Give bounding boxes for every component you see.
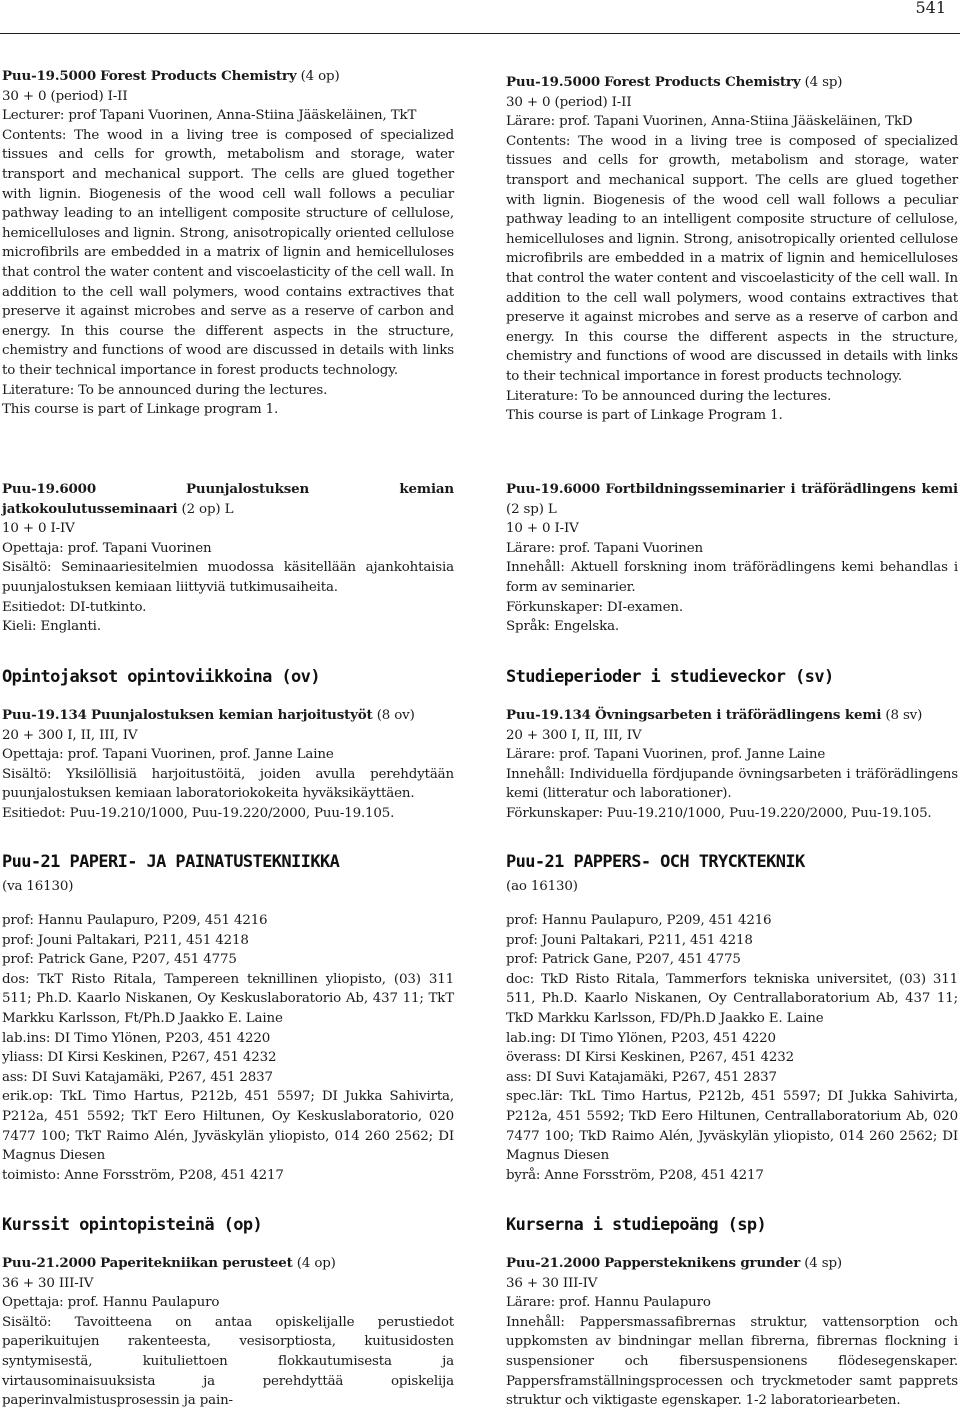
department-code: (ao 16130) <box>506 879 578 894</box>
course-title: Puunjalostuksen kemian jatkokoulutusseminaari <box>2 481 454 517</box>
staff-line: ass: DI Suvi Katajamäki, P267, 451 2837 <box>506 1069 777 1085</box>
course-contents: Contents: The wood in a living tree is composed of specialized tissues and cells for growth, metabolism and storage, water transport and mechanical support. The cells are glued together with lignin. Biogenesis of the wood cell wall follows a peculiar pathway leading to an intelligent composite structure of cellulose, hemicelluloses and lignin. Strong, anisotropically oriented cellulose microfibrils are embedded in a matrix of lignin and hemicelluloses that control the water content and viscoelasticity of the cell wall. In addition to the cell wall polymers, wood contains extractives that preserve it against microbes and serve as a reserve of carbon and energy. In this course the different aspects in the structure, chemistry and functions of wood are discussed in details with links to their technical importance in forest products technology. <box>506 133 958 384</box>
staff-list-sv <box>506 911 958 1185</box>
course-heading <box>506 1254 958 1274</box>
course-lecturer: Lecturer: prof Tapani Vuorinen, Anna-Stiina Jääskeläinen, TkT <box>2 108 417 124</box>
course-heading <box>506 73 958 93</box>
course-title: Forest Products Chemistry <box>100 68 297 84</box>
course-title: Puunjalostuksen kemian harjoitustyöt <box>90 707 373 723</box>
course-heading <box>2 67 454 87</box>
course-program: This course is part of Linkage program 1. <box>2 402 279 418</box>
header-rule <box>0 33 960 34</box>
course-teacher: Lärare: prof. Tapani Vuorinen <box>506 540 703 556</box>
course-puu-19-6000-fi <box>2 480 454 637</box>
course-heading <box>506 706 958 726</box>
course-heading <box>2 706 454 726</box>
course-credits: (2 op) L <box>181 501 234 517</box>
staff-list-fi <box>2 911 454 1185</box>
course-teacher: Lärare: prof. Hannu Paulapuro <box>506 1295 711 1311</box>
staff-docents: dos: TkT Risto Ritala, Tampereen teknillinen yliopisto, (03) 311 511; Ph.D. Kaarlo Niskanen, Oy Keskuslaboratorio Ab, 437 11; TkT Markku Karlsson, Ft/Ph.D Jaakko E. Laine <box>2 971 454 1026</box>
course-hours: 20 + 300 I, II, III, IV <box>2 727 138 743</box>
course-title: Forest Products Chemistry <box>604 74 801 90</box>
course-code: Puu-21.2000 <box>506 1255 601 1271</box>
course-puu-21-2000-fi <box>2 1254 454 1411</box>
course-literature: Literature: To be announced during the lectures. <box>506 388 832 404</box>
course-credits: (8 ov) <box>376 708 415 723</box>
course-puu-19-134-sv <box>506 706 958 824</box>
staff-office: toimisto: Anne Forsström, P208, 451 4217 <box>2 1167 284 1183</box>
course-credits: (4 sp) <box>804 1256 843 1271</box>
course-hours: 30 + 0 (period) I-II <box>506 94 632 110</box>
course-code: Puu-21.2000 <box>2 1255 97 1271</box>
course-heading <box>2 1254 454 1274</box>
course-heading <box>506 480 958 519</box>
course-prereq: Förkunskaper: DI-examen. <box>506 599 683 615</box>
course-code: Puu-19.6000 <box>2 481 97 497</box>
course-puu-19-5000-fi <box>2 67 454 420</box>
course-contents: Sisältö: Tavoitteena on antaa opiskelijalle perustiedot paperikuitujen rakenteesta, vesisorptiosta, kuitusidosten syntymisestä, kuituliettoen flokkautumisesta ja virtausominaisuuksista ja perehdyttää opiskelija paperinvalmistusprosessin ja pain- <box>2 1314 454 1409</box>
course-credits: (4 op) <box>296 1256 336 1271</box>
course-hours: 10 + 0 I-IV <box>2 521 75 537</box>
staff-line: överass: DI Kirsi Keskinen, P267, 451 4232 <box>506 1050 795 1066</box>
course-contents: Innehåll: Individuella fördjupande övningsarbeten i träförädlingens kemi (litteratur och laborationer). <box>506 766 958 802</box>
course-credits: (4 op) <box>300 69 340 84</box>
staff-line: prof: Hannu Paulapuro, P209, 451 4216 <box>2 913 268 928</box>
course-puu-19-134-fi <box>2 706 454 824</box>
course-code: Puu-19.134 <box>506 707 591 723</box>
section-heading-op: Kurssit opintopisteinä (op) <box>2 1215 263 1235</box>
department-title: Puu-21 PAPERI- JA PAINATUSTEKNIIKKA <box>2 852 340 872</box>
staff-line: prof: Patrick Gane, P207, 451 4775 <box>2 952 237 968</box>
course-title: Pappersteknikens grunder <box>604 1255 801 1271</box>
course-code: Puu-19.5000 <box>2 68 97 84</box>
course-hours: 36 + 30 III-IV <box>506 1275 598 1291</box>
course-program: This course is part of Linkage Program 1. <box>506 408 783 424</box>
staff-special: spec.lär: TkL Timo Hartus, P212b, 451 5597; DI Jukka Sahivirta, P212a, 451 5592; TkD Eero Hiltunen, Centrallaboratorium Ab, 020 7477 100; TkD Raimo Alén, Jyväskylän yliopisto, 014 260 2562; DI Magnus Diesen <box>506 1089 958 1164</box>
course-lecturer: Lärare: prof. Tapani Vuorinen, Anna-Stiina Jääskeläinen, TkD <box>506 114 913 130</box>
course-language: Språk: Engelska. <box>506 619 620 635</box>
staff-special: erik.op: TkL Timo Hartus, P212b, 451 5597; DI Jukka Sahivirta, P212a, 451 5592; TkT Eero Hiltunen, Oy Keskuslaboratorio, 020 7477 100; TkT Raimo Alén, Jyväskylän yliopisto, 014 260 2562; DI Magnus Diesen <box>2 1089 454 1164</box>
department-code: (va 16130) <box>2 879 74 894</box>
page-number: 541 <box>915 0 946 17</box>
course-title: Paperitekniikan perusteet <box>100 1255 293 1271</box>
course-code: Puu-19.134 <box>2 707 87 723</box>
course-title: Övningsarbeten i träförädlingens kemi <box>594 707 882 723</box>
staff-line: prof: Hannu Paulapuro, P209, 451 4216 <box>506 913 772 928</box>
staff-line: lab.ing: DI Timo Ylönen, P203, 451 4220 <box>506 1030 776 1046</box>
section-heading-sv: Studieperioder i studieveckor (sv) <box>506 667 834 687</box>
staff-line: lab.ins: DI Timo Ylönen, P203, 451 4220 <box>2 1030 271 1046</box>
course-prereq: Esitiedot: DI-tutkinto. <box>2 599 147 615</box>
course-heading <box>2 480 454 519</box>
course-teacher: Opettaja: prof. Hannu Paulapuro <box>2 1295 220 1311</box>
section-heading-sp: Kurserna i studiepoäng (sp) <box>506 1215 767 1235</box>
course-prereq: Esitiedot: Puu-19.210/1000, Puu-19.220/2000, Puu-19.105. <box>2 805 395 821</box>
course-prereq: Förkunskaper: Puu-19.210/1000, Puu-19.220/2000, Puu-19.105. <box>506 805 932 821</box>
course-hours: 20 + 300 I, II, III, IV <box>506 727 642 743</box>
course-code: Puu-19.6000 <box>506 481 601 497</box>
course-credits: (8 sv) <box>885 708 923 723</box>
course-credits: (4 sp) <box>804 75 843 90</box>
course-literature: Literature: To be announced during the lectures. <box>2 382 328 398</box>
course-puu-19-5000-sv <box>506 73 958 426</box>
course-code: Puu-19.5000 <box>506 74 601 90</box>
course-credits: (2 sp) L <box>506 501 557 517</box>
course-contents: Innehåll: Aktuell forskning inom träförädlingens kemi behandlas i form av seminarier. <box>506 560 958 595</box>
course-hours: 30 + 0 (period) I-II <box>2 88 128 104</box>
staff-line: ass: DI Suvi Katajamäki, P267, 451 2837 <box>2 1069 273 1085</box>
course-puu-21-2000-sv <box>506 1254 958 1411</box>
staff-office: byrå: Anne Forsström, P208, 451 4217 <box>506 1167 764 1183</box>
course-teacher: Opettaja: prof. Tapani Vuorinen <box>2 540 212 556</box>
section-heading-ov: Opintojaksot opintoviikkoina (ov) <box>2 667 320 687</box>
course-teacher: Lärare: prof. Tapani Vuorinen, prof. Janne Laine <box>506 747 826 763</box>
course-contents: Innehåll: Pappersmassafibrernas struktur, vattensorption och uppkomsten av bindningar mellan fibrerna, fibrernas flockning i suspensioner och fibersuspensionens flödesegenskaper. Pappersframställningsprocessen och tryckmetoder samt papprets struktur och viktigaste egenskaper. 1-2 laboratoriearbeten. <box>506 1314 958 1409</box>
staff-line: prof: Jouni Paltakari, P211, 451 4218 <box>506 932 753 948</box>
course-teacher: Opettaja: prof. Tapani Vuorinen, prof. Janne Laine <box>2 747 334 763</box>
course-hours: 36 + 30 III-IV <box>2 1275 94 1291</box>
course-hours: 10 + 0 I-IV <box>506 521 579 537</box>
course-title: Fortbildningsseminarier i träförädlingens kemi <box>605 481 958 497</box>
course-contents: Sisältö: Seminaariesitelmien muodossa käsitellään ajankohtaisia puunjalostuksen kemiaan liittyviä tutkimusaiheita. <box>2 560 454 595</box>
course-contents: Sisältö: Yksilöllisiä harjoitustöitä, joiden avulla perehdytään puunjalostuksen kemiaan laboratoriokokeita hyväksikäyttäen. <box>2 766 454 802</box>
department-title: Puu-21 PAPPERS- OCH TRYCKTEKNIK <box>506 852 805 872</box>
course-puu-19-6000-sv <box>506 480 958 637</box>
staff-line: prof: Jouni Paltakari, P211, 451 4218 <box>2 932 249 948</box>
course-language: Kieli: Englanti. <box>2 619 101 635</box>
staff-line: prof: Patrick Gane, P207, 451 4775 <box>506 952 741 968</box>
staff-line: yliass: DI Kirsi Keskinen, P267, 451 4232 <box>2 1050 277 1066</box>
staff-docents: doc: TkD Risto Ritala, Tammerfors tekniska universitet, (03) 311 511, Ph.D. Kaarlo Niskanen, Oy Centrallaboratorium Ab, 437 11; TkD Markku Karlsson, FD/Ph.D Jaakko E. Laine <box>506 971 958 1026</box>
course-contents: Contents: The wood in a living tree is composed of specialized tissues and cells for growth, metabolism and storage, water transport and mechanical support. The cells are glued together with lignin. Biogenesis of the wood cell wall follows a peculiar pathway leading to an intelligent composite structure of cellulose, hemicelluloses and lignin. Strong, anisotropically oriented cellulose microfibrils are embedded in a matrix of lignin and hemicelluloses that control the water content and viscoelasticity of the cell wall. In addition to the cell wall polymers, wood contains extractives that preserve it against microbes and serve as a reserve of carbon and energy. In this course the different aspects in the structure, chemistry and functions of wood are discussed in details with links to their technical importance in forest products technology. <box>2 127 454 378</box>
